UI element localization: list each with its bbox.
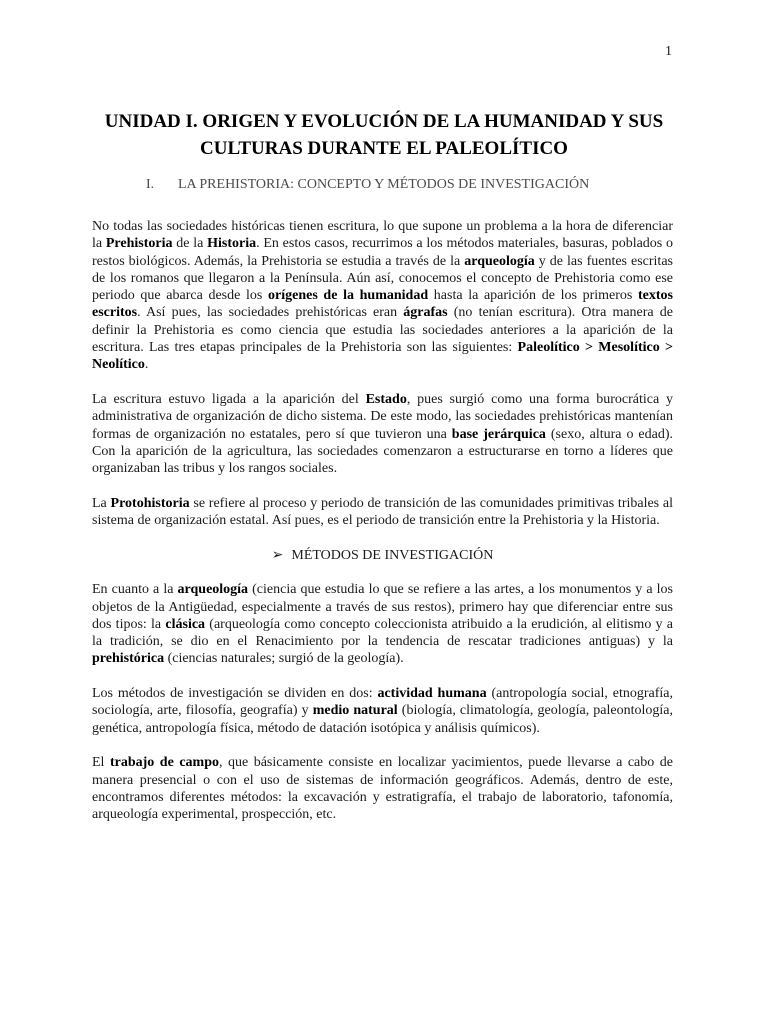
bold-term: arqueología [464,253,535,269]
bold-term: ágrafas [403,305,448,321]
section-heading [146,177,589,193]
paragraph-metodos [92,685,673,737]
bold-term: Historia [207,236,257,252]
bold-term: Protohistoria [110,495,190,511]
section-title: LA PREHISTORIA: CONCEPTO Y MÉTODOS DE INVESTIGACIÓN [178,177,590,192]
text-run: . [144,357,149,373]
text-run: (ciencia que estudia lo que se refiere a las artes, a los monumentos y a los objetos de la Antigüedad, especialmente a través de sus restos), primero hay que diferenciar entre sus dos tipos: la [92,582,674,632]
bold-term: prehistórica [92,651,165,667]
paragraph-protohistoria [92,495,673,530]
paragraph-trabajo-campo [92,754,673,823]
text-run: . En estos casos, recurrimos a los métodos materiales, basuras, poblados o restos biológicos. Además, la Prehistoria se estudia a través de la [92,236,673,269]
text-run: La escritura estuvo ligada a la aparición del [92,391,366,407]
text-run: Los métodos de investigación se dividen en dos: [92,686,378,702]
text-run: En cuanto a la [92,582,178,598]
subsection-heading [92,547,673,564]
subsection-title: MÉTODOS DE INVESTIGACIÓN [291,547,494,563]
text-run: , que básicamente consiste en localizar yacimientos, puede llevarse a cabo de manera presencial o con el uso de sistemas de información geográficos. Además, dentro de este, encontramos diferentes métodos: la excavación y estratigrafía, el trabajo de laboratorio, tafonomía, arqueología experimental, prospección, etc. [92,755,673,823]
text-run: No todas las sociedades históricas tienen escritura, lo que supone un problema a la hora de diferenciar la [92,219,673,252]
bold-term: textos escritos [92,288,673,321]
bold-term: Paleolítico > Mesolítico > Neolítico [92,340,673,373]
text-run: se refiere al proceso y periodo de transición de las comunidades primitivas tribales al sistema de organización estatal. Así pues, es el periodo de transición entre la Prehistoria y la Historia. [92,495,673,529]
document-body [92,218,673,841]
bold-term: actividad humana [377,686,487,702]
bold-term: clásica [165,616,206,632]
bold-term: orígenes de la humanidad [268,288,429,304]
text-run: (sexo, altura o edad). Con la aparición de la agricultura, las sociedades comenzaron a estructurarse en torno a líderes que organizaban las tribus y los rangos sociales. [92,426,673,477]
text-run: (no tenían escritura). Otra manera de definir la Prehistoria es como ciencia que estudia las sociedades anteriores a la aparición de la escritura. Las tres etapas principales de la Prehistoria son las siguientes: [92,305,673,356]
bold-term: Prehistoria [105,236,173,252]
bold-term: medio natural [312,703,398,719]
paragraph-prehistoria [92,218,673,374]
text-run: (biología, climatología, geología, paleontología, genética, antropología física, método de datación isotópica y análisis químicos). [92,703,674,736]
paragraph-arqueologia [92,581,673,667]
bold-term: Estado [365,391,407,407]
page-number: 1 [665,44,672,59]
text-run: La [92,495,111,511]
paragraph-escritura-estado [92,391,673,477]
arrow-bullet-icon: ➢ [271,547,284,563]
text-run: (antropología social, etnografía, sociología, arte, filosofía, geografía) y [92,686,674,719]
text-run: hasta la aparición de los primeros [428,288,638,304]
text-run: . Así pues, las sociedades prehistóricas eran [137,305,404,321]
bold-term: arqueología [177,582,249,598]
document-title: UNIDAD I. ORIGEN Y EVOLUCIÓN DE LA HUMANIDAD Y SUS CULTURAS DURANTE EL PALEOLÍTICO [104,111,664,159]
text-run: y de las fuentes escritas de los romanos que llegaron a la Península. Aún así, conocemos el concepto de Prehistoria como ese periodo que abarca desde los [92,253,673,304]
text-run: (ciencias naturales; surgió de la geología). [164,651,404,667]
bold-term: base jerárquica [451,426,546,442]
text-run: (arqueología como concepto coleccionista atribuido a la erudición, al elitismo y a la tradición, se dio en el Renacimiento por la tendencia de rescatar tradiciones antiguas) y la [92,616,673,650]
section-number: I. [146,177,155,192]
text-run: El [92,755,110,771]
text-run: , pues surgió como una forma burocrática y administrativa de organización de dicho sistema. De este modo, las sociedades prehistóricas mantenían formas de organización no estatales, pero sí que tuvieron una [92,391,673,442]
bold-term: trabajo de campo [109,755,219,771]
text-run: de la [172,236,208,252]
